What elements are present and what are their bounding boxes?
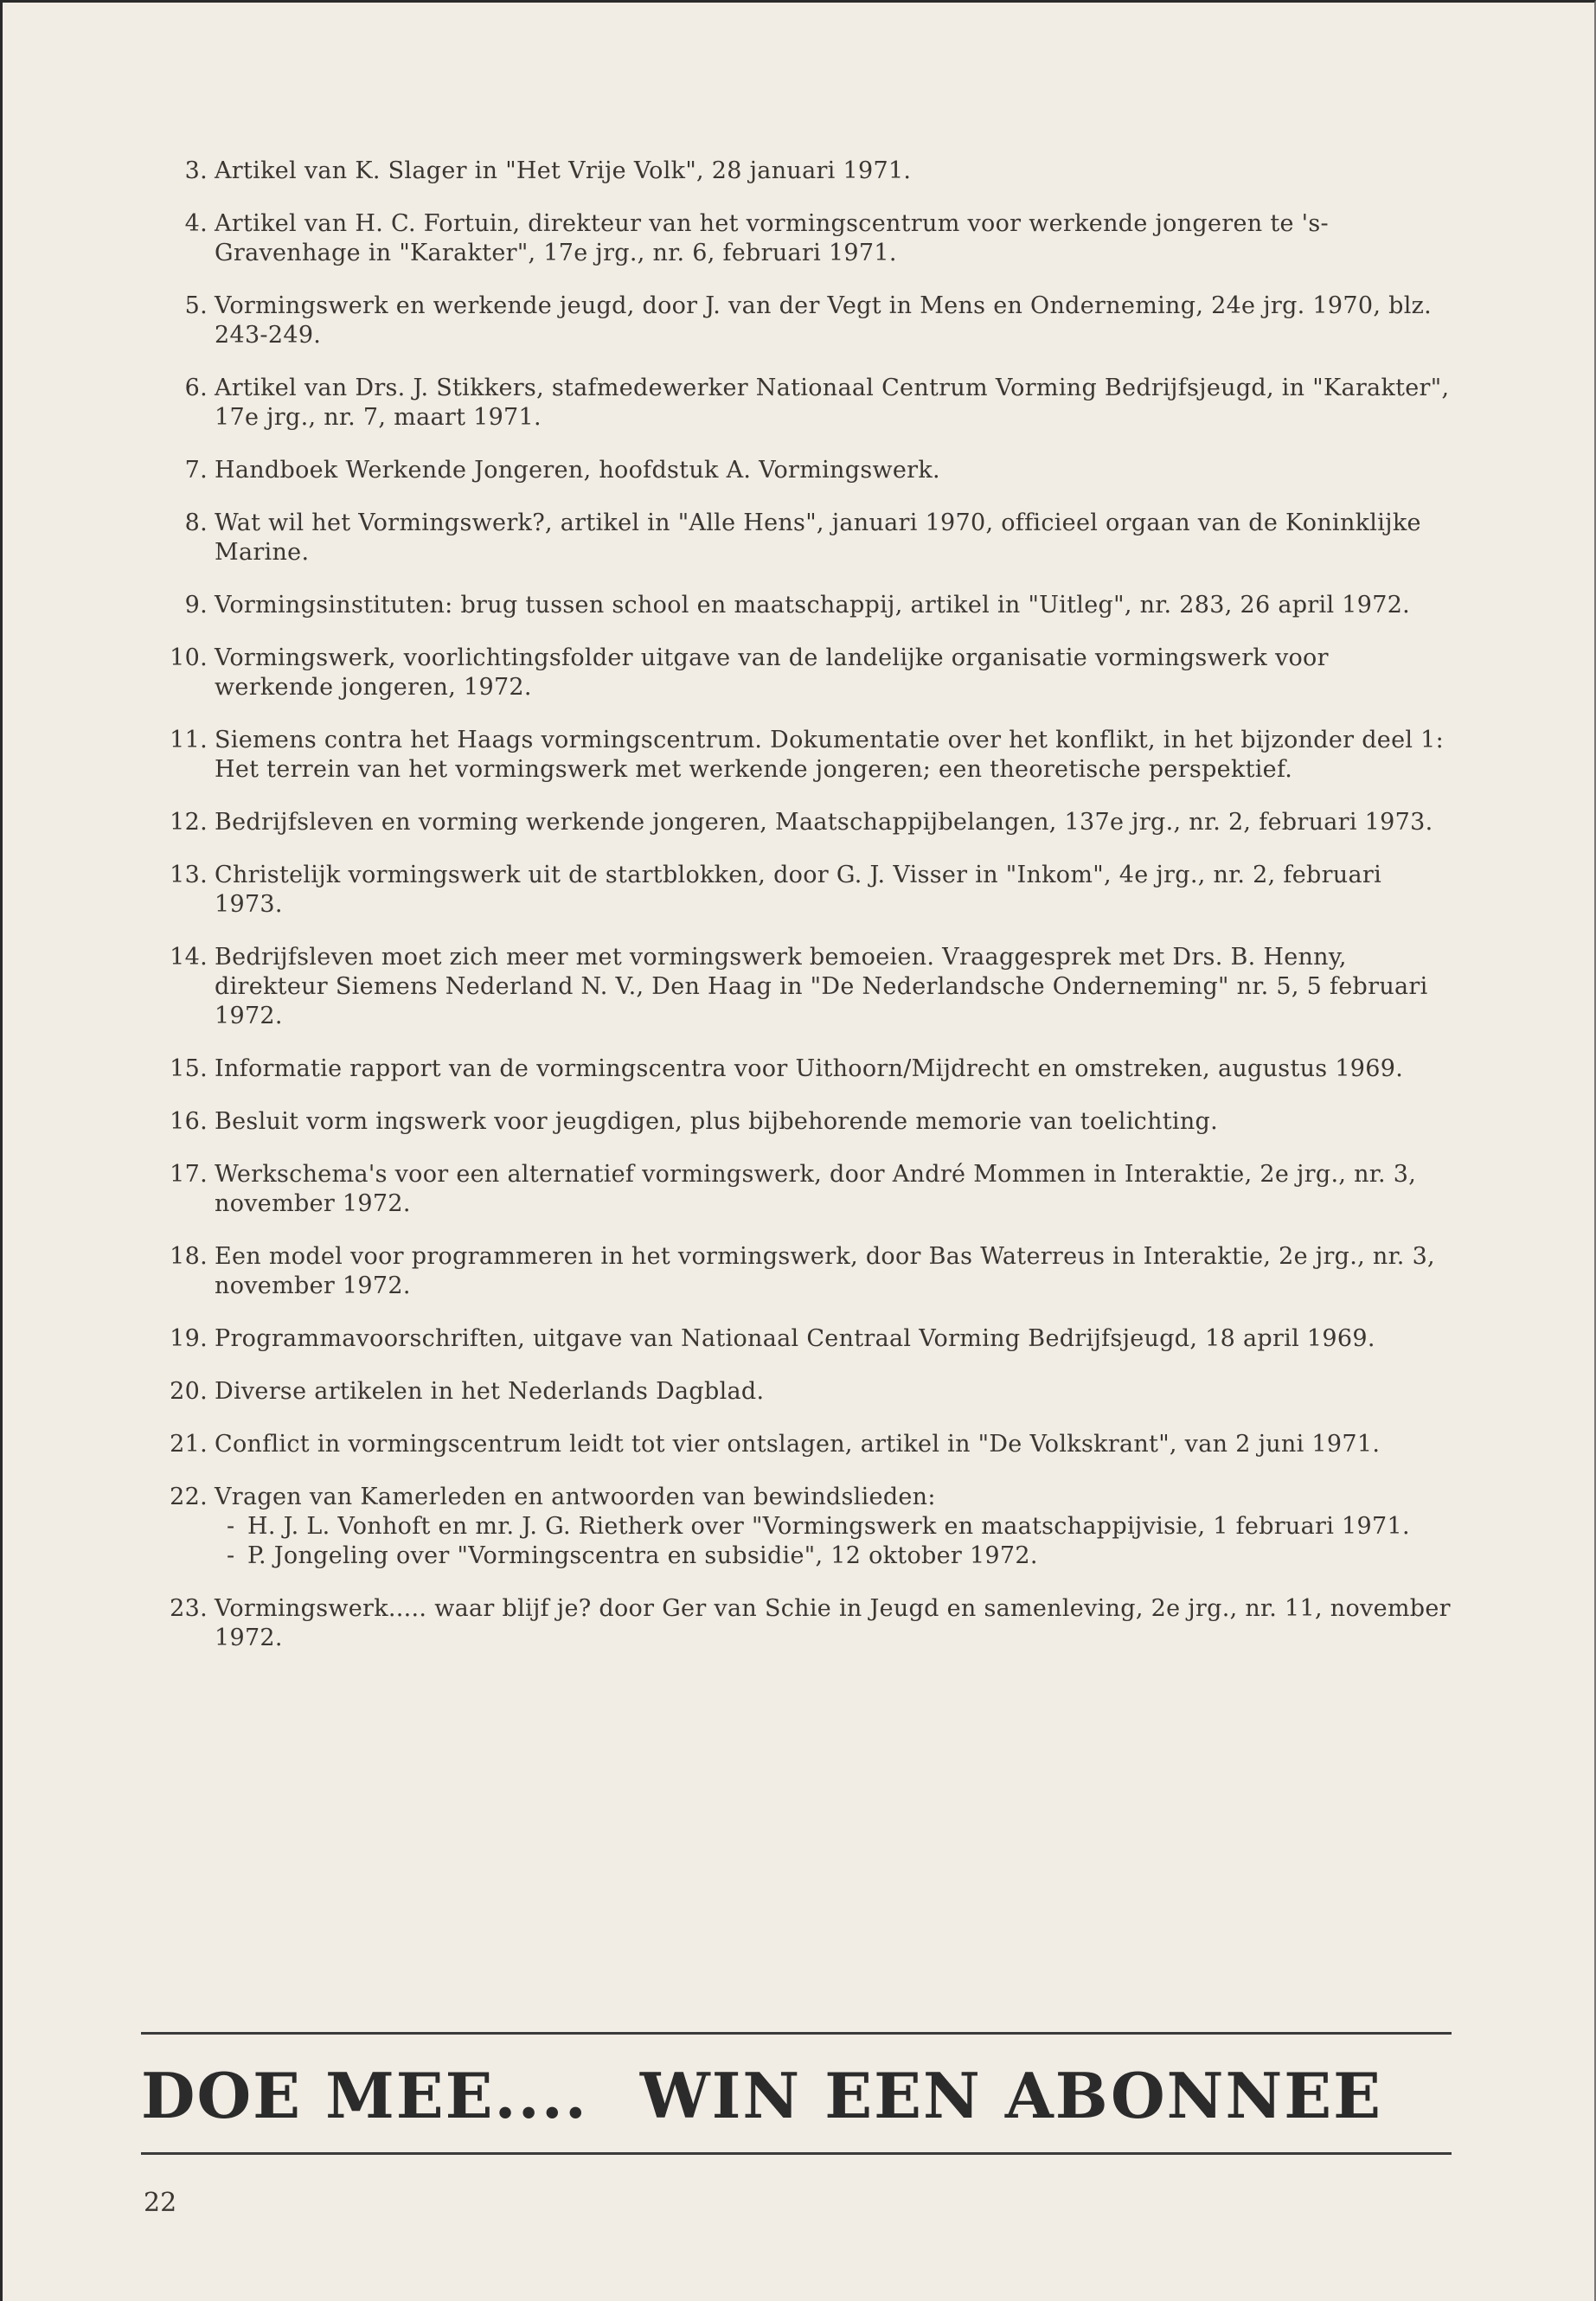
bottom-divider [141,2152,1452,2155]
reference-item [170,644,1452,702]
reference-number: 5. [184,292,208,319]
reference-item [170,1160,1452,1219]
reference-text: Conflict in vormingscentrum leidt tot vier ontslagen, artikel in "De Volkskrant", van 2 juni 1971. [215,1431,1381,1458]
reference-number: 4. [184,210,208,237]
reference-item [180,209,1452,268]
slogan-banner [141,2057,1452,2135]
reference-item [170,861,1452,920]
reference-item [170,1324,1452,1354]
reference-number: 14. [170,944,208,971]
reference-number: 9. [184,592,208,619]
reference-text: Besluit vorm ingswerk voor jeugdigen, plus bijbehorende memorie van toelichting. [215,1108,1219,1135]
reference-item [170,1377,1452,1407]
reference-text: Artikel van K. Slager in "Het Vrije Volk", 28 januari 1971. [215,157,912,184]
reference-subitem-text: P. Jongeling over "Vormingscentra en subsidie", 12 oktober 1972. [247,1542,1038,1569]
reference-number: 12. [170,809,208,836]
reference-number: 16. [170,1108,208,1135]
reference-number: 6. [184,375,208,401]
reference-item [170,1483,1452,1571]
reference-item [170,1242,1452,1301]
reference-number: 8. [184,510,208,536]
reference-item [170,1054,1452,1084]
reference-item [170,808,1452,837]
reference-item [170,1430,1452,1459]
reference-item [180,591,1452,620]
reference-subitem [215,1512,1452,1541]
reference-text: Vormingsinstituten: brug tussen school en maatschappij, artikel in "Uitleg", nr. 283, 26 april 1972. [215,592,1411,619]
reference-text: Bedrijfsleven en vorming werkende jongeren, Maatschappijbelangen, 137e jrg., nr. 2, februari 1973. [215,809,1433,836]
reference-text: Artikel van H. C. Fortuin, direkteur van het vormingscentrum voor werkende jongeren te 's-Gravenhage in "Karakter", 17e jrg., nr. 6, februari 1971. [215,210,1329,266]
reference-text: Informatie rapport van de vormingscentra voor Uithoorn/Mijdrecht en omstreken, augustus 1969. [215,1055,1404,1082]
reference-text: Vormingswerk..... waar blijf je? door Ger van Schie in Jeugd en samenleving, 2e jrg., nr. 11, november 1972. [215,1595,1451,1651]
reference-number: 11. [170,727,208,753]
reference-item [180,292,1452,350]
reference-item [180,456,1452,485]
reference-item [180,157,1452,186]
reference-number: 23. [170,1595,208,1622]
reference-text: Wat wil het Vormingswerk?, artikel in "Alle Hens", januari 1970, officieel orgaan van de Koninklijke Marine. [215,510,1421,566]
reference-number: 19. [170,1325,208,1352]
reference-text: Artikel van Drs. J. Stikkers, stafmedewerker Nationaal Centrum Vorming Bedrijfsjeugd, in "Karakter", 17e jrg., nr. 7, maart 1971. [215,375,1450,431]
reference-text: Siemens contra het Haags vormingscentrum. Dokumentatie over het konflikt, in het bijzonder deel 1: Het terrein van het vormingswerk met werkende jongeren; een theoretische perspektief. [215,727,1445,783]
reference-number: 20. [170,1378,208,1405]
reference-number: 15. [170,1055,208,1082]
reference-item [170,1594,1452,1653]
reference-subitem [215,1541,1452,1571]
reference-text: Vormingswerk en werkende jeugd, door J. van der Vegt in Mens en Onderneming, 24e jrg. 1970, blz. 243-249. [215,292,1433,349]
reference-item [170,726,1452,785]
reference-number: 13. [170,862,208,888]
reference-text: Handboek Werkende Jongeren, hoofdstuk A. Vormingswerk. [215,457,940,484]
reference-text: Programmavoorschriften, uitgave van Nationaal Centraal Vorming Bedrijfsjeugd, 18 april 1969. [215,1325,1375,1352]
reference-text: Een model voor programmeren in het vormingswerk, door Bas Waterreus in Interaktie, 2e jrg., nr. 3, november 1972. [215,1243,1435,1299]
reference-item [170,1107,1452,1137]
top-divider [141,2032,1452,2035]
reference-item [170,943,1452,1031]
reference-number: 7. [184,457,208,484]
bullet-dash: - [227,1513,235,1540]
reference-number: 17. [170,1161,208,1188]
bullet-dash: - [227,1542,235,1569]
reference-item [180,509,1452,567]
reference-number: 10. [170,644,208,671]
reference-number: 22. [170,1484,208,1510]
reference-text: Werkschema's voor een alternatief vormingswerk, door André Mommen in Interaktie, 2e jrg., nr. 3, november 1972. [215,1161,1417,1217]
reference-text: Vragen van Kamerleden en antwoorden van bewindslieden: [215,1484,936,1510]
page-number: 22 [144,2188,177,2218]
slogan-right: WIN EEN ABONNEE [639,2059,1383,2132]
reference-text: Christelijk vormingswerk uit de startblokken, door G. J. Visser in "Inkom", 4e jrg., nr. 2, februari 1973. [215,862,1382,918]
reference-number: 21. [170,1431,208,1458]
reference-list [170,157,1452,1676]
reference-item [180,374,1452,433]
reference-text: Diverse artikelen in het Nederlands Dagblad. [215,1378,765,1405]
reference-text: Bedrijfsleven moet zich meer met vormingswerk bemoeien. Vraaggesprek met Drs. B. Henny, direkteur Siemens Nederland N. V., Den Haag in "De Nederlandsche Onderneming" nr. 5, 5 februari 1972. [215,944,1428,1029]
reference-number: 18. [170,1243,208,1270]
slogan-left: DOE MEE.... [141,2059,588,2132]
reference-subitem-text: H. J. L. Vonhoft en mr. J. G. Rietherk over "Vormingswerk en maatschappijvisie, 1 februari 1971. [247,1513,1410,1540]
reference-text: Vormingswerk, voorlichtingsfolder uitgave van de landelijke organisatie vormingswerk voor werkende jongeren, 1972. [215,644,1329,701]
reference-number: 3. [184,157,208,184]
